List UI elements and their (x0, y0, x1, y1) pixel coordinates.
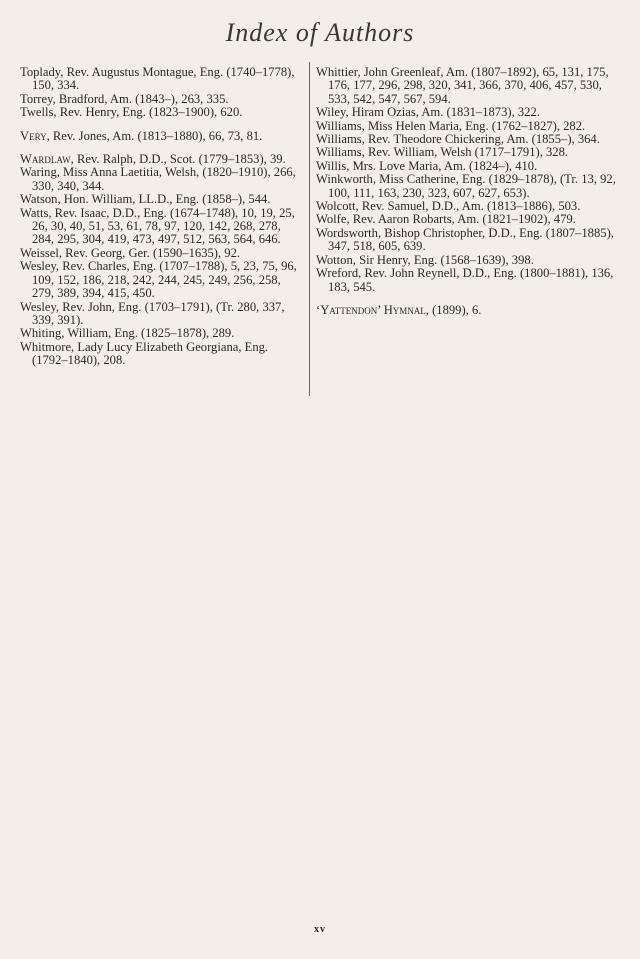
index-entry (20, 301, 303, 328)
page-title: Index of Authors (225, 18, 415, 47)
entry-text: Williams, Rev. William, Welsh (1717–1791), 328. (316, 145, 569, 160)
index-entry (316, 66, 626, 106)
index-entry (316, 267, 626, 294)
entry-text: Whitmore, Lady Lucy Elizabeth Georgiana, Eng. (1792–1840), 208. (20, 339, 269, 368)
index-entry (316, 160, 626, 173)
entry-text: Willis, Mrs. Love Maria, Am. (1824–), 410. (316, 158, 538, 173)
index-entry (316, 133, 626, 146)
index-entry (316, 200, 626, 213)
index-entry (316, 106, 626, 119)
entry-text: Waring, Miss Anna Laetitia, Welsh, (1820–1910), 266, 330, 340, 344. (20, 165, 296, 193)
index-entry (20, 93, 303, 106)
index-entry (316, 146, 626, 159)
index-entry (20, 327, 303, 340)
entry-lead: ‘Yattendon’ Hymnal (316, 302, 426, 317)
entry-text: Torrey, Bradford, Am. (1843–), 263, 335. (20, 91, 229, 106)
index-entry (20, 166, 303, 193)
index-entry (316, 254, 626, 267)
right-column (316, 66, 626, 317)
entry-text: Wiley, Hiram Ozias, Am. (1831–1873), 322. (316, 105, 540, 120)
index-entry (20, 153, 303, 166)
index-entry (20, 341, 303, 368)
entry-text: Wotton, Sir Henry, Eng. (1568–1639), 398. (316, 252, 534, 267)
column-divider (309, 62, 310, 396)
entry-text: Winkworth, Miss Catherine, Eng. (1829–1878), (Tr. 13, 92, 100, 111, 163, 230, 323, 607, 627, 653). (316, 172, 616, 200)
index-entry (316, 227, 626, 254)
entry-text: Twells, Rev. Henry, Eng. (1823–1900), 620. (20, 105, 243, 120)
entry-text: Watts, Rev. Isaac, D.D., Eng. (1674–1748), 10, 19, 25, 26, 30, 40, 51, 53, 61, 78, 97, 120, 142, 268, 278, 284, 295, 304, 419, 473, 497, 512, 563, 564, 646. (20, 205, 295, 247)
index-entry (20, 66, 303, 93)
left-column (20, 66, 303, 368)
entry-text: , (1899), 6. (425, 302, 482, 317)
entry-text: Weissel, Rev. Georg, Ger. (1590–1635), 92. (20, 245, 241, 260)
page-number: xv (314, 924, 326, 935)
index-entry (20, 130, 303, 143)
entry-lead: Very (20, 128, 47, 143)
entry-text: Whiting, William, Eng. (1825–1878), 289. (20, 326, 235, 341)
index-entry (20, 106, 303, 119)
entry-text: Williams, Miss Helen Maria, Eng. (1762–1827), 282. (316, 118, 586, 133)
entry-text: Wesley, Rev. Charles, Eng. (1707–1788), 5, 23, 75, 96, 109, 152, 186, 218, 242, 244, 245, 249, 256, 258, 279, 389, 394, 415, 450. (20, 259, 297, 301)
entry-text: Whittier, John Greenleaf, Am. (1807–1892), 65, 131, 175, 176, 177, 296, 298, 320, 341, 366, 370, 406, 457, 530, 533, 542, 547, 567, 594. (316, 65, 609, 106)
entry-text: Williams, Rev. Theodore Chickering, Am. (1855–), 364. (316, 132, 600, 147)
entry-text: Watson, Hon. William, LL.D., Eng. (1858–), 544. (20, 192, 271, 207)
entry-text: Wolfe, Rev. Aaron Robarts, Am. (1821–1902), 479. (316, 212, 576, 227)
entry-text: , Rev. Ralph, D.D., Scot. (1779–1853), 39. (70, 152, 286, 167)
entry-text: Wesley, Rev. John, Eng. (1703–1791), (Tr. 280, 337, 339, 391). (20, 299, 285, 327)
index-entry (316, 173, 626, 200)
index-entry (20, 260, 303, 300)
index-entry (20, 193, 303, 206)
entry-text: Wordsworth, Bishop Christopher, D.D., Eng. (1807–1885), 347, 518, 605, 639. (316, 225, 614, 254)
entry-text: Toplady, Rev. Augustus Montague, Eng. (1740–1778), 150, 334. (20, 65, 295, 93)
entry-text: , Rev. Jones, Am. (1813–1880), 66, 73, 81. (46, 128, 263, 143)
index-entry (316, 120, 626, 133)
index-entry (20, 207, 303, 247)
entry-text: Wreford, Rev. John Reynell, D.D., Eng. (1800–1881), 136, 183, 545. (316, 266, 614, 294)
entry-lead: Wardlaw (20, 152, 71, 167)
index-entry (316, 304, 626, 317)
index-entry (20, 247, 303, 260)
index-entry (316, 213, 626, 226)
entry-text: Wolcott, Rev. Samuel, D.D., Am. (1813–1886), 503. (316, 199, 581, 214)
